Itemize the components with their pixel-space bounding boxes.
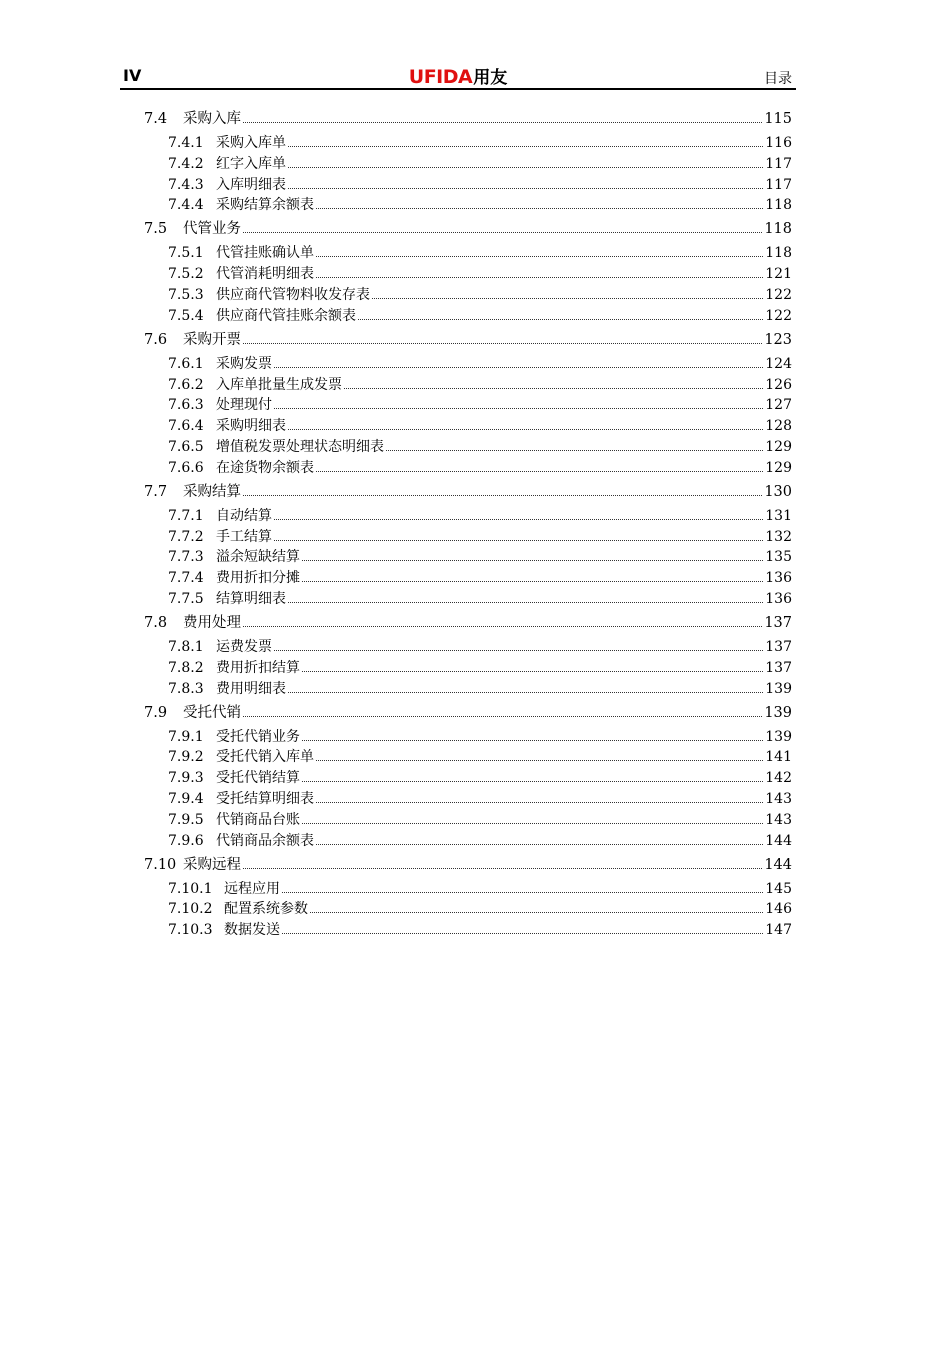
toc-dot-leader [288, 188, 763, 189]
toc-dot-leader [316, 802, 763, 803]
toc-dot-leader [243, 868, 762, 869]
toc-dot-leader [274, 519, 763, 520]
toc-entry-title: 采购开票 [183, 331, 241, 348]
toc-entry-number: 7.7 [144, 483, 168, 500]
toc-entry-page: 129 [765, 439, 792, 455]
toc-subsection-entry[interactable] [144, 546, 792, 566]
toc-dot-leader [288, 146, 763, 147]
toc-subsection-entry[interactable] [144, 284, 792, 304]
toc-entry-number: 7.8.1 [168, 639, 204, 655]
toc-entry-page: 123 [764, 331, 792, 348]
toc-subsection-entry[interactable] [144, 526, 792, 546]
toc-entry-number: 7.7.2 [168, 528, 204, 545]
toc-dot-leader [316, 844, 763, 845]
toc-entry-page: 143 [765, 811, 792, 828]
toc-entry-page: 144 [764, 856, 792, 873]
toc-entry-number: 7.9.5 [168, 811, 204, 828]
toc-dot-leader [288, 167, 763, 168]
toc-entry-number: 7.5.3 [168, 287, 204, 303]
toc-dot-leader [243, 343, 762, 344]
toc-entry-number: 7.8 [144, 615, 168, 631]
toc-entry-number: 7.6 [144, 331, 168, 348]
toc-entry-title: 费用折扣分摊 [216, 570, 300, 587]
toc-entry-page: 137 [765, 639, 792, 655]
toc-dot-leader [243, 122, 762, 123]
toc-entry-page: 139 [765, 728, 792, 745]
toc-dot-leader [288, 602, 763, 603]
toc-entry-title: 红字入库单 [216, 155, 286, 172]
toc-entry-title: 代管消耗明细表 [216, 266, 314, 283]
toc-entry-number: 7.9.3 [168, 770, 204, 787]
toc-entry-title: 结算明细表 [216, 591, 286, 607]
section-name: 目录 [764, 71, 792, 87]
toc-dot-leader [358, 319, 763, 320]
toc-entry-page: 141 [765, 749, 792, 766]
toc-entry-page: 129 [765, 459, 792, 476]
toc-subsection-entry[interactable] [144, 457, 792, 477]
toc-entry-page: 136 [765, 570, 792, 587]
toc-entry-page: 147 [765, 922, 792, 939]
toc-entry-title: 手工结算 [216, 528, 272, 545]
toc-dot-leader [243, 232, 762, 233]
toc-entry-page: 122 [765, 287, 792, 303]
toc-entry-title: 供应商代管挂账余额表 [216, 307, 356, 324]
toc-entry-page: 126 [765, 376, 792, 393]
toc-entry-number: 7.9.6 [168, 832, 204, 849]
toc-entry-title: 代管业务 [183, 221, 241, 238]
toc-entry-title: 入库明细表 [216, 176, 286, 193]
toc-entry-page: 122 [765, 307, 792, 324]
toc-entry-title: 采购远程 [183, 856, 241, 873]
toc-subsection-entry[interactable] [144, 242, 792, 262]
toc-dot-leader [274, 540, 763, 541]
toc-section-entry[interactable] [144, 218, 792, 238]
toc-entry-number: 7.5.1 [168, 245, 204, 262]
toc-entry-number: 7.10.1 [168, 880, 213, 897]
toc-entry-title: 自动结算 [216, 507, 272, 524]
toc-entry-number: 7.9.2 [168, 749, 204, 766]
toc-entry-number: 7.4.4 [168, 197, 204, 214]
toc-entry-title: 采购发票 [216, 355, 272, 372]
toc-dot-leader [243, 626, 762, 627]
toc-subsection-entry[interactable] [144, 505, 792, 525]
toc-entry-page: 124 [765, 355, 792, 372]
toc-entry-title: 溢余短缺结算 [216, 549, 300, 566]
toc-entry-number: 7.6.5 [168, 439, 204, 455]
toc-entry-page: 143 [765, 791, 792, 807]
toc-dot-leader [302, 740, 763, 741]
toc-subsection-entry[interactable] [144, 194, 792, 214]
toc-section-entry[interactable] [144, 329, 792, 349]
toc-entry-page: 118 [765, 197, 792, 214]
toc-entry-number: 7.5.4 [168, 307, 204, 324]
toc-entry-title: 远程应用 [224, 880, 280, 897]
toc-entry-page: 145 [765, 880, 792, 897]
toc-entry-title: 采购结算 [183, 483, 241, 500]
toc-entry-number: 7.4 [144, 111, 168, 127]
toc-entry-number: 7.8.2 [168, 659, 204, 676]
toc-subsection-entry[interactable] [144, 153, 792, 173]
toc-section-entry[interactable] [144, 702, 792, 722]
logo-text-cn: 用友 [473, 68, 508, 88]
toc-subsection-entry[interactable] [144, 788, 792, 808]
toc-dot-leader [302, 671, 763, 672]
toc-entry-number: 7.8.3 [168, 680, 204, 697]
toc-subsection-entry[interactable] [144, 898, 792, 918]
toc-subsection-entry[interactable] [144, 878, 792, 898]
page-number: IV [123, 66, 142, 85]
toc-entry-number: 7.4.1 [168, 135, 204, 151]
toc-subsection-entry[interactable] [144, 436, 792, 456]
toc-entry-page: 127 [765, 397, 792, 414]
toc-entry-number: 7.9.4 [168, 791, 204, 807]
toc-entry-page: 130 [764, 483, 792, 500]
toc-dot-leader [316, 256, 763, 257]
toc-dot-leader [288, 429, 763, 430]
toc-dot-leader [316, 760, 763, 761]
toc-entry-title: 代销商品余额表 [216, 832, 314, 849]
toc-entry-page: 139 [764, 704, 792, 721]
toc-subsection-entry[interactable] [144, 132, 792, 152]
toc-subsection-entry[interactable] [144, 374, 792, 394]
toc-entry-page: 146 [765, 901, 792, 918]
toc-dot-leader [274, 408, 763, 409]
toc-entry-page: 131 [765, 507, 792, 524]
toc-entry-page: 117 [765, 155, 792, 172]
toc-subsection-entry[interactable] [144, 657, 792, 677]
toc-entry-page: 137 [765, 659, 792, 676]
toc-entry-number: 7.6.3 [168, 397, 204, 414]
toc-entry-number: 7.6.2 [168, 376, 204, 393]
toc-subsection-entry[interactable] [144, 919, 792, 939]
toc-dot-leader [302, 581, 763, 582]
page-header [120, 60, 796, 90]
toc-entry-number: 7.9 [144, 704, 168, 721]
toc-entry-page: 144 [765, 832, 792, 849]
toc-entry-page: 142 [765, 770, 792, 787]
toc-dot-leader [316, 277, 763, 278]
toc-entry-page: 117 [765, 176, 792, 193]
toc-dot-leader [310, 912, 763, 913]
toc-dot-leader [243, 495, 762, 496]
toc-entry-title: 入库单批量生成发票 [216, 376, 342, 393]
toc-subsection-entry[interactable] [144, 830, 792, 850]
toc-subsection-entry[interactable] [144, 305, 792, 325]
toc-dot-leader [344, 388, 763, 389]
toc-entry-title: 增值税发票处理状态明细表 [216, 439, 384, 455]
toc-dot-leader [316, 471, 763, 472]
toc-entry-number: 7.10 [144, 856, 177, 873]
toc-entry-title: 受托代销 [183, 704, 241, 721]
toc-entry-title: 配置系统参数 [224, 901, 308, 918]
toc-entry-page: 136 [765, 591, 792, 607]
toc-entry-number: 7.5 [144, 221, 168, 238]
toc-section-entry[interactable] [144, 854, 792, 874]
toc-entry-title: 受托代销业务 [216, 728, 300, 745]
toc-entry-title: 在途货物余额表 [216, 459, 314, 476]
header-rule [120, 88, 796, 90]
toc-dot-leader [302, 781, 763, 782]
toc-entry-number: 7.10.3 [168, 922, 213, 939]
toc-entry-title: 费用折扣结算 [216, 659, 300, 676]
toc-entry-number: 7.5.2 [168, 266, 204, 283]
toc-entry-page: 132 [765, 528, 792, 545]
toc-dot-leader [302, 823, 763, 824]
toc-dot-leader [288, 692, 763, 693]
toc-dot-leader [243, 716, 762, 717]
toc-entry-page: 118 [764, 221, 792, 238]
toc-dot-leader [282, 933, 763, 934]
toc-entry-title: 采购入库单 [216, 135, 286, 151]
toc-entry-page: 116 [765, 135, 792, 151]
toc-subsection-entry[interactable] [144, 809, 792, 829]
toc-entry-page: 135 [765, 549, 792, 566]
toc-entry-page: 121 [765, 266, 792, 283]
toc-subsection-entry[interactable] [144, 636, 792, 656]
toc-entry-page: 139 [765, 680, 792, 697]
toc-entry-number: 7.4.3 [168, 176, 204, 193]
toc-entry-title: 运费发票 [216, 639, 272, 655]
toc-subsection-entry[interactable] [144, 263, 792, 283]
toc-entry-number: 7.6.4 [168, 418, 204, 435]
toc-entry-title: 采购结算余额表 [216, 197, 314, 214]
toc-entry-number: 7.4.2 [168, 155, 204, 172]
toc-subsection-entry[interactable] [144, 415, 792, 435]
toc-subsection-entry[interactable] [144, 353, 792, 373]
toc-entry-title: 受托结算明细表 [216, 791, 314, 807]
toc-entry-title: 受托代销结算 [216, 770, 300, 787]
toc-entry-title: 采购入库 [183, 111, 241, 127]
toc-entry-title: 供应商代管物料收发存表 [216, 287, 370, 303]
ufida-logo [120, 63, 796, 88]
toc-entry-title: 受托代销入库单 [216, 749, 314, 766]
toc-dot-leader [386, 450, 763, 451]
toc-section-entry[interactable] [144, 108, 792, 128]
toc-entry-number: 7.7.5 [168, 591, 204, 607]
toc-entry-number: 7.7.3 [168, 549, 204, 566]
toc-subsection-entry[interactable] [144, 588, 792, 608]
toc-entry-title: 代销商品台账 [216, 811, 300, 828]
toc-dot-leader [302, 560, 763, 561]
toc-subsection-entry[interactable] [144, 726, 792, 746]
toc-entry-title: 处理现付 [216, 397, 272, 414]
toc-section-entry[interactable] [144, 612, 792, 632]
toc-entry-number: 7.10.2 [168, 901, 213, 918]
toc-entry-number: 7.9.1 [168, 728, 204, 745]
toc-subsection-entry[interactable] [144, 678, 792, 698]
toc-section-entry[interactable] [144, 481, 792, 501]
toc-entry-title: 数据发送 [224, 922, 280, 939]
toc-entry-title: 采购明细表 [216, 418, 286, 435]
toc-entry-page: 118 [765, 245, 792, 262]
toc-entry-number: 7.7.1 [168, 507, 204, 524]
toc-dot-leader [274, 650, 763, 651]
toc-subsection-entry[interactable] [144, 567, 792, 587]
toc-dot-leader [274, 367, 763, 368]
toc-entry-page: 137 [764, 615, 792, 631]
toc-entry-page: 115 [764, 111, 792, 127]
toc-entry-title: 费用明细表 [216, 680, 286, 697]
toc-entry-title: 费用处理 [183, 615, 241, 631]
toc-subsection-entry[interactable] [144, 746, 792, 766]
toc-entry-number: 7.7.4 [168, 570, 204, 587]
toc-subsection-entry[interactable] [144, 394, 792, 414]
toc-dot-leader [372, 298, 763, 299]
toc-dot-leader [316, 208, 763, 209]
toc-entry-number: 7.6.1 [168, 355, 204, 372]
toc-entry-title: 代管挂账确认单 [216, 245, 314, 262]
toc-entry-number: 7.6.6 [168, 459, 204, 476]
toc-entry-page: 128 [765, 418, 792, 435]
toc-subsection-entry[interactable] [144, 767, 792, 787]
logo-text-en: UFIDA [408, 66, 473, 88]
toc-dot-leader [282, 892, 763, 893]
toc-subsection-entry[interactable] [144, 174, 792, 194]
